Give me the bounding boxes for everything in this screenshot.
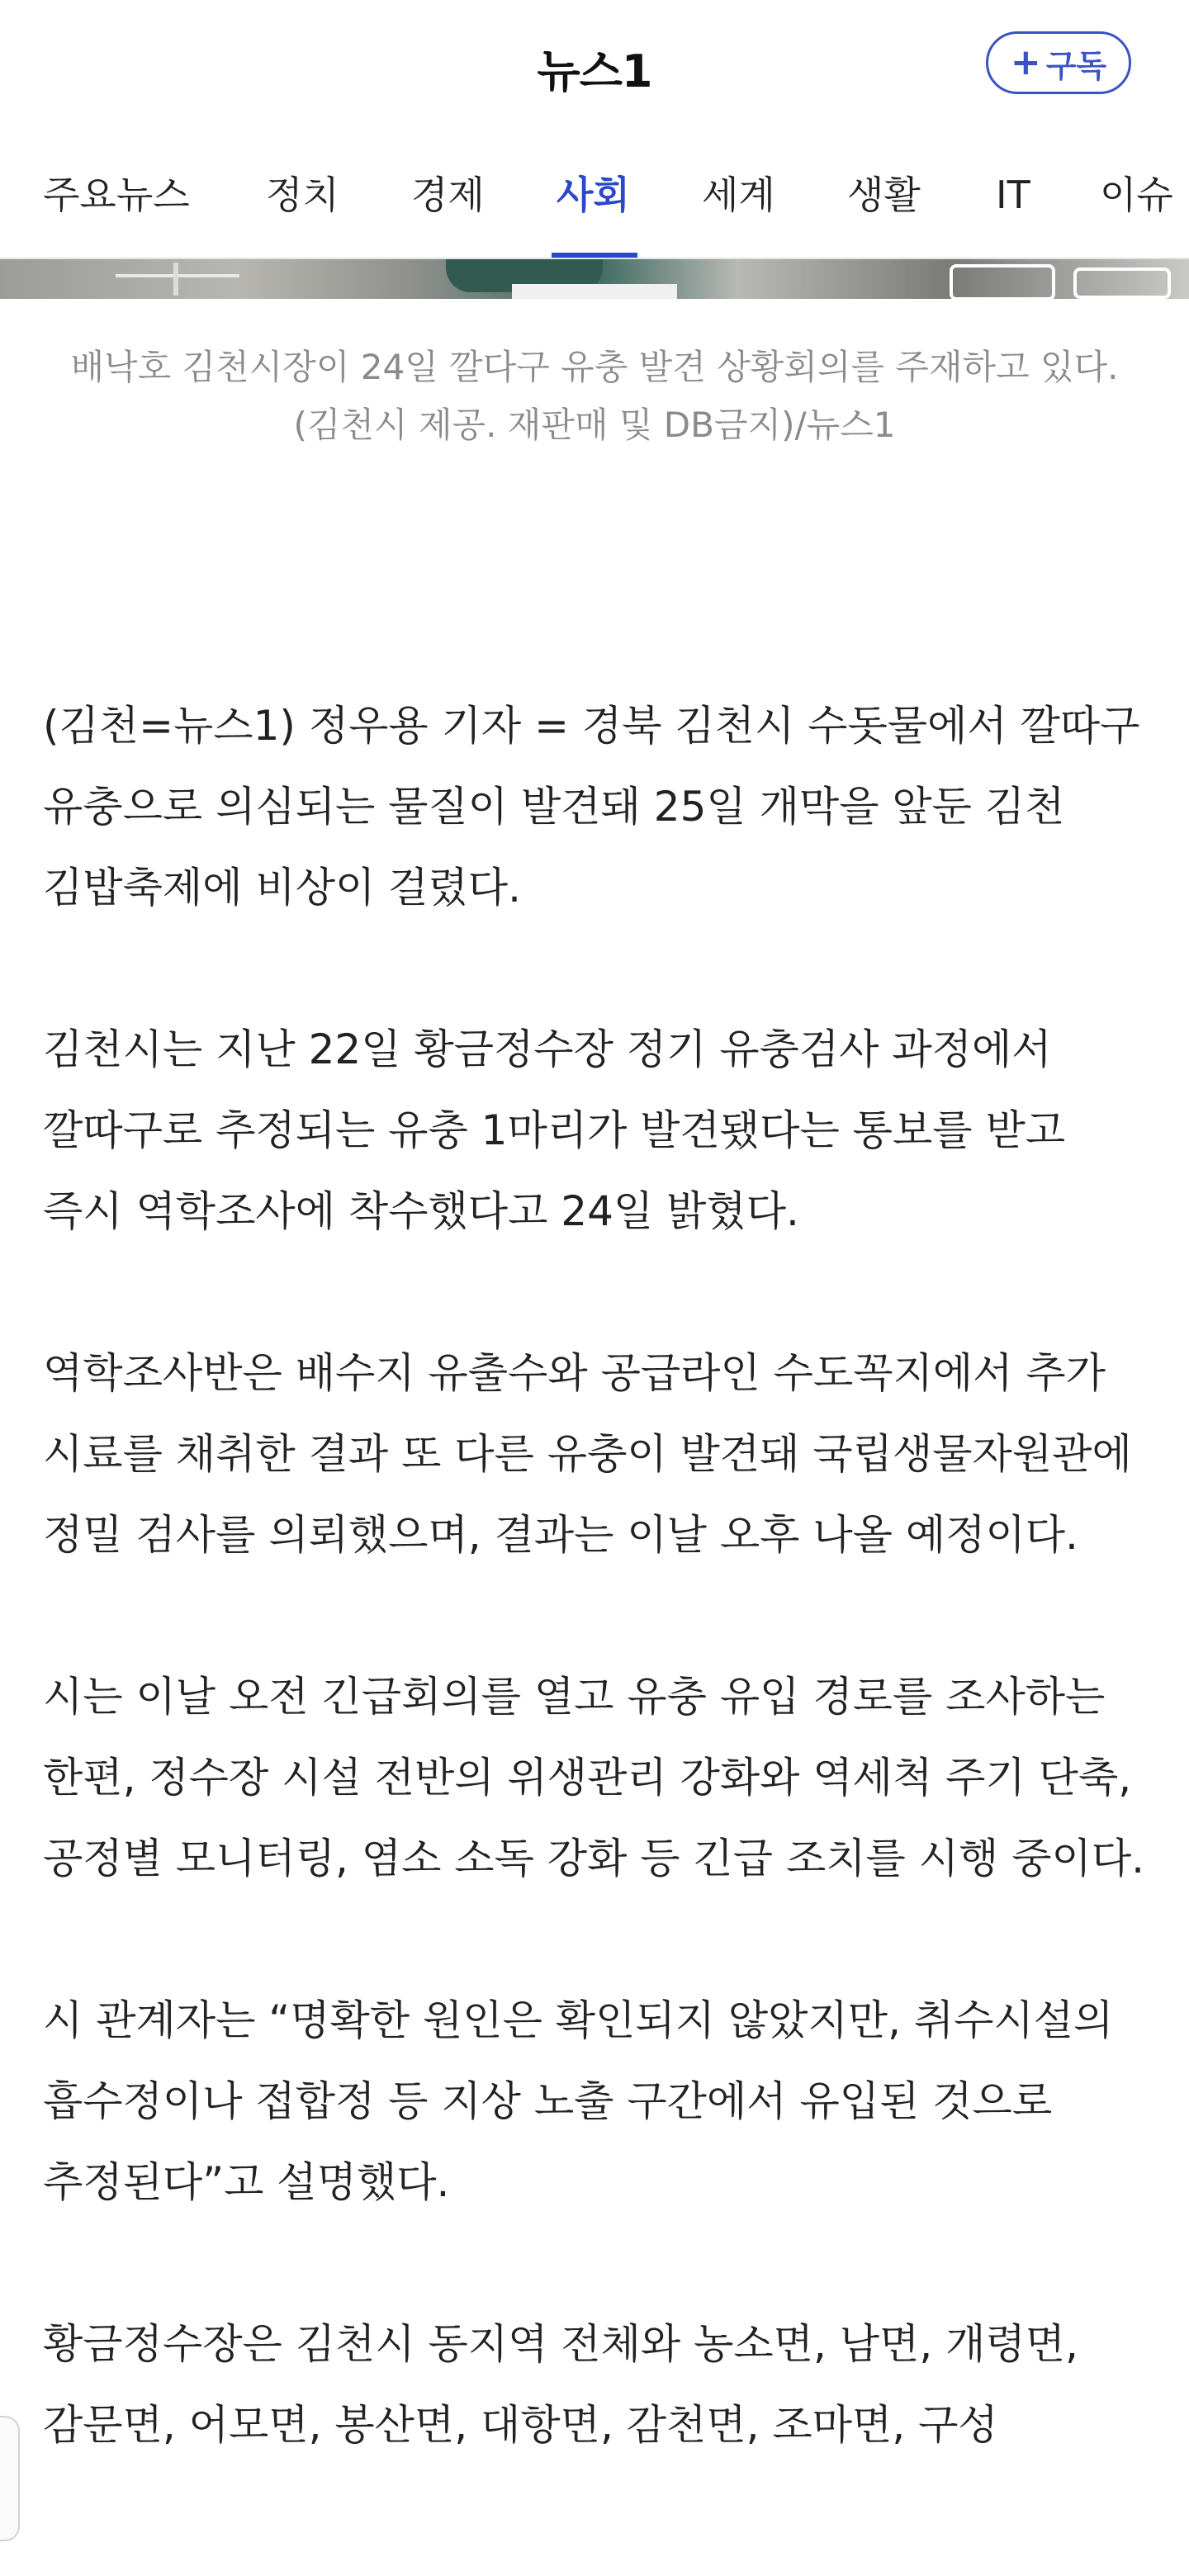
tab-main-news[interactable]: 주요뉴스 xyxy=(43,173,190,217)
tab-world[interactable]: 세계 xyxy=(702,173,775,217)
brand-logo[interactable]: 뉴스1 xyxy=(537,45,652,97)
article-paragraph: 역학조사반은 배수지 유출수와 공급라인 수도꼭지에서 추가 시료를 채취한 결과 또 다른 유충이 발견돼 국립생물자원관에 정밀 검사를 의뢰했으며, 결과는 이날 오후 나올 예정이다. xyxy=(43,1349,1132,1559)
photo-detail xyxy=(173,263,178,296)
photo-detail xyxy=(1073,268,1171,299)
article-photo[interactable] xyxy=(0,259,1189,299)
tab-economy[interactable]: 경제 xyxy=(411,173,485,217)
tab-society[interactable]: 사회 xyxy=(557,173,630,217)
article-paragraph: 황금정수장은 김천시 동지역 전체와 농소면, 남면, 개령면, 감문면, 어모면, 봉산면, 대항면, 감천면, 조마면, 구성 xyxy=(43,2320,1078,2449)
side-panel-handle[interactable] xyxy=(0,2416,20,2541)
category-tabs xyxy=(0,132,1189,258)
app-header xyxy=(0,0,1189,132)
article-paragraph: 시 관계자는 “명확한 원인은 확인되지 않았지만, 취수시설의 흡수정이나 접합정 등 지상 노출 구간에서 유입된 것으로 추정된다”고 설명했다. xyxy=(43,1996,1114,2206)
article-paragraph: 시는 이날 오전 긴급회의를 열고 유충 유입 경로를 조사하는 한편, 정수장 시설 전반의 위생관리 강화와 역세척 주기 단축, 공정별 모니터링, 염소 소독 강화 등 긴급 조치를 시행 중이다. xyxy=(43,1673,1145,1882)
subscribe-label: 구독 xyxy=(1045,47,1107,84)
tab-life[interactable]: 생활 xyxy=(847,173,921,217)
photo-detail xyxy=(512,284,677,299)
subscribe-button[interactable] xyxy=(986,31,1131,94)
plus-icon: + xyxy=(1010,41,1041,83)
article-body xyxy=(43,685,1149,2546)
photo-caption: 배낙호 김천시장이 24일 깔다구 유충 발견 상황회의를 주재하고 있다. (김천시 제공. 재판매 및 DB금지)/뉴스1 xyxy=(70,347,1119,445)
tab-issue[interactable]: 이슈 xyxy=(1100,173,1173,217)
article-paragraph: (김천=뉴스1) 정우용 기자 = 경북 김천시 수돗물에서 깔따구 유충으로 의심되는 물질이 발견돼 25일 개막을 앞둔 김천 김밥축제에 비상이 걸렸다. xyxy=(43,702,1140,912)
photo-detail xyxy=(950,264,1055,299)
tab-it[interactable]: IT xyxy=(996,173,1030,217)
article-paragraph: 김천시는 지난 22일 황금정수장 정기 유충검사 과정에서 깔따구로 추정되는 유충 1마리가 발견됐다는 통보를 받고 즉시 역학조사에 착수했다고 24일 밝혔다. xyxy=(43,1025,1066,1235)
tab-politics[interactable]: 정치 xyxy=(266,173,339,217)
